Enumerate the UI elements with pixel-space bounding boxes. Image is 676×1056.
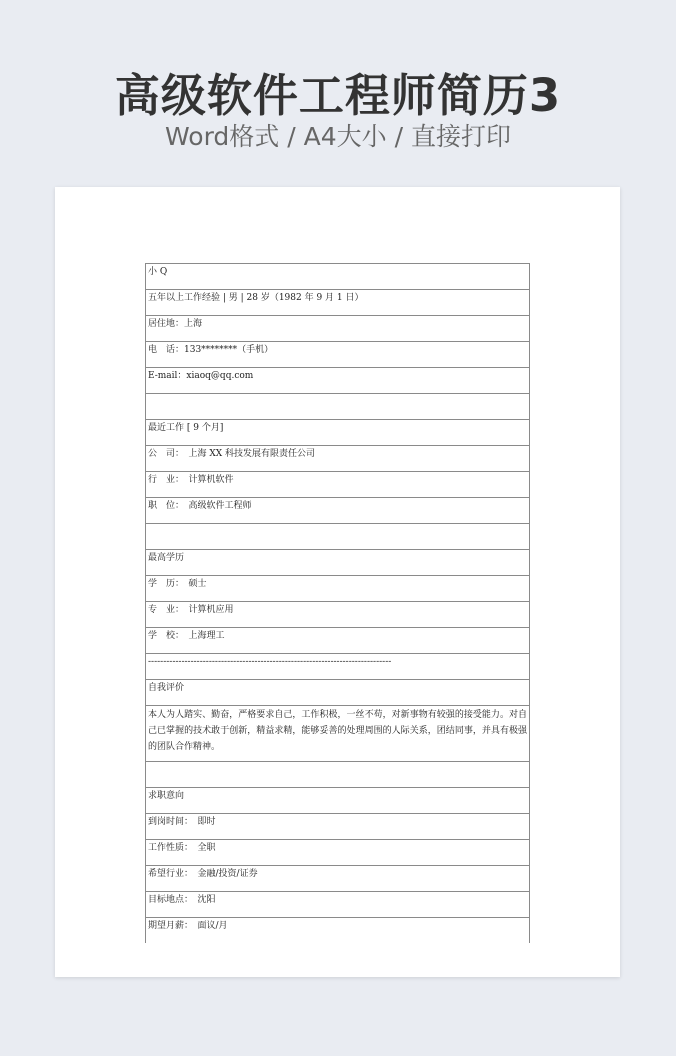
recent-work-heading: 最近工作 [ 9 个月] [146,420,530,446]
table-row [146,498,530,524]
table-row [146,680,530,706]
basic-info-cell: 五年以上工作经验 | 男 | 28 岁（1982 年 9 月 1 日） [146,290,530,316]
table-row [146,576,530,602]
table-row [146,628,530,654]
empty-cell [146,762,530,788]
self-evaluation-text: 本人为人踏实、勤奋，严格要求自己，工作积极，一丝不苟，对新事物有较强的接受能力。对自己已掌握的技术敢于创新，精益求精，能够妥善的处理周围的人际关系，团结同事，并具有极强的团队合作精神。 [146,706,530,762]
table-row [146,446,530,472]
table-row [146,368,530,394]
empty-cell [146,524,530,550]
table-row [146,892,530,918]
table-row [146,788,530,814]
table-row [146,342,530,368]
job-intention-heading: 求职意向 [146,788,530,814]
table-row [146,420,530,446]
table-row [146,654,530,680]
expected-salary-cell: 期望月薪： 面议/月 [146,918,530,944]
table-row [146,316,530,342]
email-cell: E-mail：xiaoq@qq.com [146,368,530,394]
phone-cell: 电 话：133********（手机） [146,342,530,368]
document-page [55,187,620,977]
table-row [146,602,530,628]
table-row [146,814,530,840]
dashed-separator: -------------------------------------------------------------------------------- [146,654,530,680]
table-row [146,550,530,576]
industry-cell: 行 业： 计算机软件 [146,472,530,498]
table-row [146,706,530,762]
company-cell: 公 司： 上海 XX 科技发展有限责任公司 [146,446,530,472]
table-row [146,524,530,550]
residence-cell: 居住地：上海 [146,316,530,342]
table-row [146,472,530,498]
table-row [146,762,530,788]
desired-industry-cell: 希望行业： 金融/投资/证券 [146,866,530,892]
target-location-cell: 目标地点： 沈阳 [146,892,530,918]
education-heading: 最高学历 [146,550,530,576]
table-row [146,394,530,420]
table-row [146,290,530,316]
table-row [146,918,530,944]
school-cell: 学 校： 上海理工 [146,628,530,654]
table-row [146,840,530,866]
table-row [146,264,530,290]
resume-table [145,263,530,943]
page-subtitle: Word格式 / A4大小 / 直接打印 [165,122,511,151]
position-cell: 职 位： 高级软件工程师 [146,498,530,524]
major-cell: 专 业： 计算机应用 [146,602,530,628]
start-time-cell: 到岗时间： 即时 [146,814,530,840]
table-row [146,866,530,892]
job-type-cell: 工作性质： 全职 [146,840,530,866]
empty-cell [146,394,530,420]
degree-cell: 学 历： 硕士 [146,576,530,602]
self-evaluation-heading: 自我评价 [146,680,530,706]
name-cell: 小 Q [146,264,530,290]
page-title: 高级软件工程师简历3 [114,69,562,122]
